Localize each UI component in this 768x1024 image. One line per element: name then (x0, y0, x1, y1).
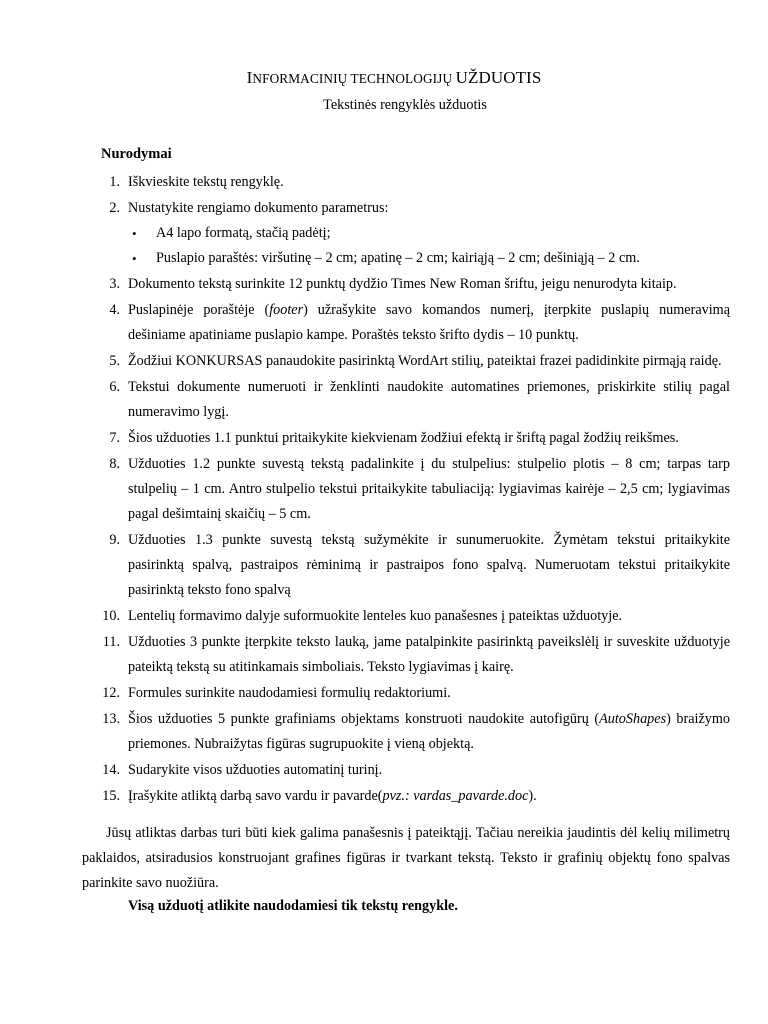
item-text: Tekstui dokumente numeruoti ir ženklinti naudokite automatines priemones, priskirkite stilių pagal numeravimo lygį. (128, 379, 730, 420)
item-text-italic: AutoShapes (599, 711, 667, 727)
list-item (0, 758, 768, 783)
item-number: 2. (109, 200, 120, 216)
item-number: 3. (109, 276, 120, 292)
item-text: Sudarykite visos užduoties automatinį turinį. (128, 762, 383, 778)
list-item (0, 604, 768, 629)
item-number: 13. (102, 711, 120, 727)
item-number: 12. (102, 685, 120, 701)
instructions-heading: Nurodymai (101, 146, 172, 162)
item-number: 1. (109, 174, 120, 190)
item-text: Nustatykite rengiamo dokumento parametrus: (128, 200, 389, 216)
final-note: Visą užduotį atlikite naudodamiesi tik tekstų rengykle. (128, 898, 458, 914)
item-text-part: ). (528, 788, 537, 804)
item-number: 11. (102, 634, 120, 650)
bullet-text: A4 lapo formatą, stačią padėtį; (156, 225, 331, 241)
list-item (0, 681, 768, 706)
item-text: Užduoties 1.2 punkte suvestą tekstą padalinkite į du stulpelius: stulpelio plotis – 8 cm; tarpas tarp stulpelių – 1 cm. Antro stulpelio tekstui pritaikykite tabuliaciją: lygiavimas kairėje – 2,5 cm; lygiavimas pagal dešimtainį skaičių – 5 cm. (128, 456, 730, 522)
item-number: 8. (109, 456, 120, 472)
item-text-part: Puslapinėje poraštėje ( (128, 302, 270, 318)
bullet-item (128, 246, 730, 271)
item-text: Užduoties 3 punkte įterpkite teksto lauką, jame patalpinkite pasirinktą paveikslėlį ir suveskite užduotyje pateiktą tekstą su atitinkamais simboliais. Teksto lygiavimas į kairę. (128, 634, 730, 675)
instructions-list (0, 170, 768, 810)
item-text-italic: footer (269, 302, 304, 318)
list-item (0, 707, 768, 757)
bullet-list (128, 221, 730, 271)
list-item (0, 528, 768, 603)
item-text: Lentelių formavimo dalyje suformuokite lenteles kuo panašesnes į pateiktas užduotyje. (128, 608, 623, 624)
item-text: Dokumento tekstą surinkite 12 punktų dydžio Times New Roman šriftu, jeigu nenurodyta kitaip. (128, 276, 677, 292)
document-subtitle: Tekstinės rengyklės užduotis (323, 97, 487, 113)
list-item (0, 784, 768, 809)
list-item (0, 426, 768, 451)
bullet-item (128, 221, 730, 246)
bullet-icon: • (132, 251, 137, 266)
item-text: Žodžiui KONKURSAS panaudokite pasirinktą WordArt stilių, pateiktai frazei padidinkite pirmąją raidę. (128, 353, 722, 369)
list-item (0, 630, 768, 680)
title-smallcaps: NFORMACINIŲ TECHNOLOGIJŲ (252, 71, 456, 86)
item-number: 7. (109, 430, 120, 446)
item-number: 6. (109, 379, 120, 395)
list-item (0, 196, 768, 271)
list-item (0, 375, 768, 425)
list-item (0, 452, 768, 527)
closing-paragraph: Jūsų atliktas darbas turi būti kiek galima panašesnis į pateiktąjį. Tačiau nereikia jaudintis dėl kelių milimetrų paklaidos, atsiradusios konstruojant grafines figūras ir tvarkant tekstą. Teksto ir grafinių objektų fono spalvas parinkite savo nuožiūra. (82, 825, 730, 891)
list-item (0, 272, 768, 297)
item-number: 15. (102, 788, 120, 804)
item-number: 5. (109, 353, 120, 369)
item-text-part: ) užrašykite savo komandos numerį, įterpkite puslapių numeravimą dešiniame apatiniame puslapio kampe. Poraštės teksto šrifto dydis – 10 punktų. (128, 302, 730, 343)
bullet-text: Puslapio paraštės: viršutinę – 2 cm; apatinę – 2 cm; kairiąją – 2 cm; dešiniąją – 2 cm. (156, 250, 640, 266)
list-item (0, 170, 768, 195)
bullet-icon: • (132, 226, 137, 241)
list-item (0, 349, 768, 374)
item-number: 14. (102, 762, 120, 778)
list-item (0, 298, 768, 348)
title-initial: I (246, 68, 253, 87)
item-text-part: ) braižymo priemones. Nubraižytas figūras sugrupuokite į vieną objektą. (128, 711, 730, 752)
item-text: Formules surinkite naudodamiesi formulių redaktoriumi. (128, 685, 451, 701)
item-number: 9. (109, 532, 120, 548)
title-tail: UŽDUOTIS (455, 68, 542, 87)
item-text-part: Įrašykite atliktą darbą savo vardu ir pavarde( (128, 788, 383, 804)
item-number: 10. (102, 608, 120, 624)
item-text: Iškvieskite tekstų rengyklę. (128, 174, 284, 190)
item-text: Užduoties 1.3 punkte suvestą tekstą sužymėkite ir sunumeruokite. Žymėtam tekstui pritaikykite pasirinktą spalvą, pastraipos rėminimą ir pastraipos fono spalvą. Numeruotam tekstui pritaikykite pasirinktą teksto fono spalvą (128, 532, 730, 598)
item-text-italic: pvz.: vardas_pavarde.doc (382, 788, 529, 804)
item-number: 4. (109, 302, 120, 318)
document-title (0, 68, 768, 88)
item-text-part: Šios užduoties 5 punkte grafiniams objektams konstruoti naudokite autofigūrų ( (128, 711, 600, 727)
item-text: Šios užduoties 1.1 punktui pritaikykite kiekvienam žodžiui efektą ir šriftą pagal žodžių reikšmes. (128, 430, 679, 446)
